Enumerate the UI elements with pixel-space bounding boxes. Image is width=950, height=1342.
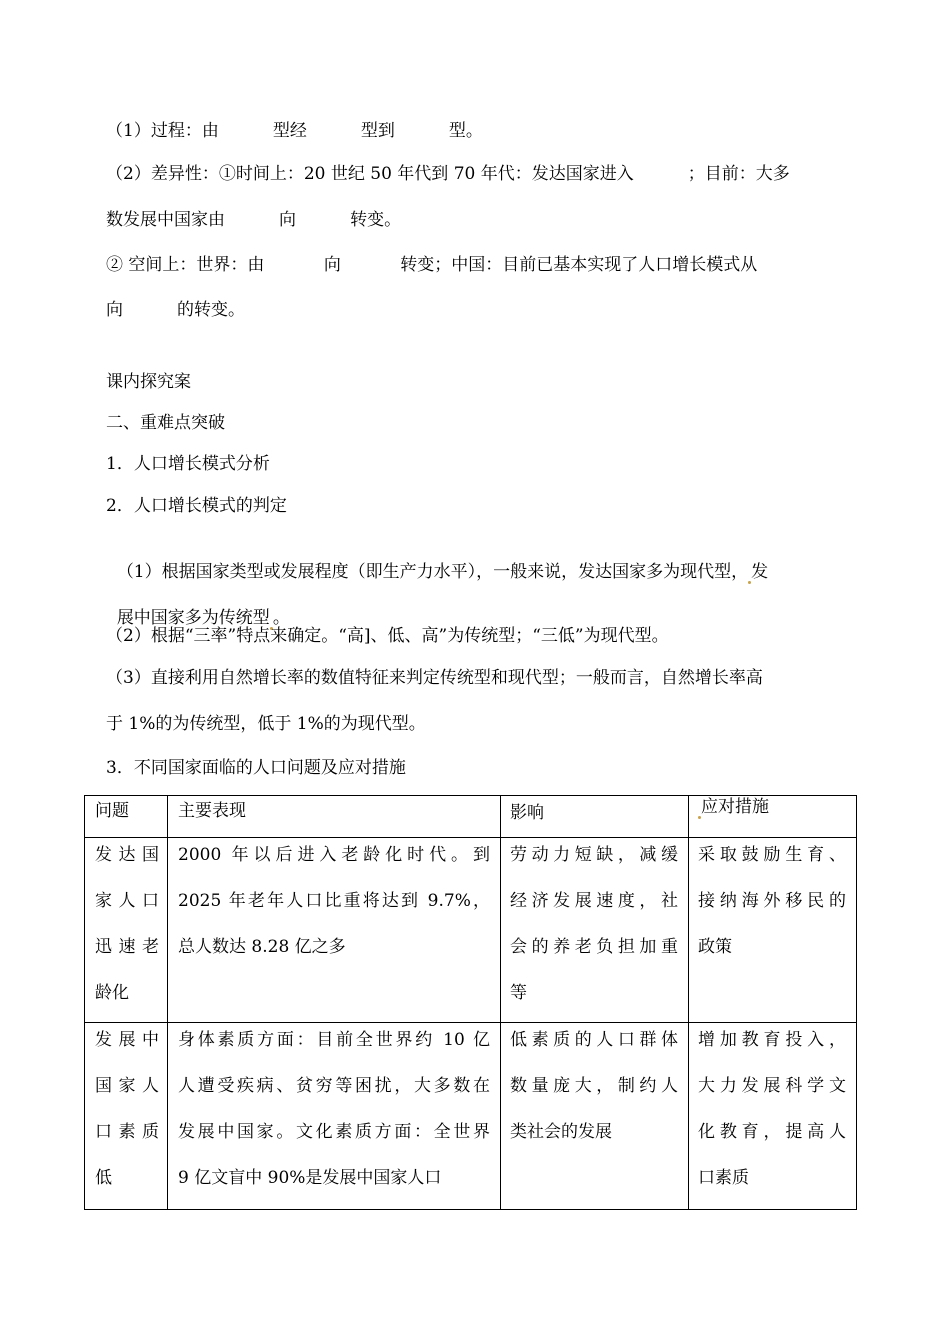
cell-line: 大力发展科学文 [698, 1076, 846, 1096]
cell-line: 身体素质方面：目前全世界约 10 亿 [178, 1030, 490, 1050]
cell-line: 国家人 [95, 1076, 159, 1096]
judge-1-line-2 [106, 582, 290, 630]
table-col-divider-2 [500, 795, 501, 1210]
point-2: 2．人口增长模式的判定 [106, 496, 287, 516]
point-1: 1．人口增长模式分析 [106, 454, 270, 474]
table-row-1-measures [698, 832, 846, 970]
cell-line: 2025 年老年人口比重将达到 9.7%， [178, 891, 490, 911]
header-problem: 问题 [95, 801, 129, 821]
table-row-1-problem [95, 832, 159, 1016]
judge-1-cont: 展中国家多为传统型 [116, 608, 270, 628]
cell-line: 发展中 [95, 1030, 159, 1050]
population-problems-table [84, 795, 857, 1210]
cell-line: 增加教育投入， [698, 1030, 846, 1050]
table-border-right [856, 795, 857, 1210]
cell-line: 采取鼓励生育、 [698, 845, 846, 865]
table-border-bottom [84, 1209, 857, 1210]
cell-line: 口素质 [698, 1168, 749, 1188]
section-heading: 课内探究案 [106, 372, 191, 392]
section-subheading: 二、重难点突破 [106, 413, 225, 433]
table-col-divider-3 [688, 795, 689, 1210]
cell-line: 家人口 [95, 891, 159, 911]
space-line-2: 向 的转变。 [106, 300, 246, 320]
judge-3-line-1: （3）直接利用自然增长率的数值特征来判定传统型和现代型；一般而言，自然增长率高 [106, 668, 763, 688]
difference-line-2: 数发展中国家由 向 转变。 [106, 210, 402, 230]
cell-line: 政策 [698, 937, 732, 957]
header-impact: 影响 [510, 803, 544, 823]
table-col-divider-1 [167, 795, 168, 1210]
cell-line: 低素质的人口群体 [510, 1030, 678, 1050]
cell-line: 等 [510, 983, 527, 1003]
cell-line: 发展中国家。文化素质方面：全世界 [178, 1122, 490, 1142]
judge-1-tail: 发 [751, 562, 769, 582]
table-row-2-impact [510, 1017, 678, 1155]
cell-line: 接纳海外移民的 [698, 891, 846, 911]
space-line-1: ② 空间上：世界：由 向 转变；中国：目前已基本实现了人口增长模式从 [106, 255, 758, 275]
cell-line: 化教育，提高人 [698, 1122, 846, 1142]
table-row-2-problem [95, 1017, 159, 1201]
cell-line: 2000 年以后进入老龄化时代。到 [178, 845, 490, 865]
point-3: 3．不同国家面临的人口问题及应对措施 [106, 758, 406, 778]
cell-line: 人遭受疾病、贫穷等困扰，大多数在 [178, 1076, 490, 1096]
judge-2-line: （2）根据“三率”特点来确定。“高]、低、高”为传统型；“三低”为现代型。 [106, 626, 669, 646]
cell-line: 9 亿文盲中 90%是发展中国家人口 [178, 1168, 442, 1188]
judge-1-line-1 [106, 536, 768, 584]
judge-3-line-2: 于 1%的为传统型，低于 1%的为现代型。 [106, 714, 426, 734]
judge-1-end: 。 [272, 608, 290, 628]
cell-line: 劳动力短缺，减缓 [510, 845, 678, 865]
judge-1-text: （1）根据国家类型或发展程度（即生产力水平），一般来说，发达国家多为现代型， [116, 562, 749, 582]
header-performance: 主要表现 [178, 801, 246, 821]
table-border-left [84, 795, 85, 1210]
cell-line: 龄化 [95, 983, 129, 1003]
cell-line: 迅速老 [95, 937, 159, 957]
table-row-1-performance [178, 832, 490, 970]
cell-line: 类社会的发展 [510, 1122, 612, 1142]
header-measures-label: 应对措施 [701, 797, 769, 817]
cell-line: 低 [95, 1168, 112, 1188]
cell-line: 会的养老负担加重 [510, 937, 678, 957]
process-line: （1）过程：由 型经 型到 型。 [106, 121, 483, 141]
table-row-2-measures [698, 1017, 846, 1201]
cell-line: 数量庞大，制约人 [510, 1076, 678, 1096]
cell-line: 总人数达 8.28 亿之多 [178, 937, 346, 957]
cell-line: 发达国 [95, 845, 159, 865]
table-row-2-performance [178, 1017, 490, 1201]
cell-line: 经济发展速度，社 [510, 891, 678, 911]
cell-line: 口素质 [95, 1122, 159, 1142]
header-measures [698, 795, 769, 819]
difference-line-1: （2）差异性：①时间上：20 世纪 50 年代到 70 年代：发达国家进入 ；目前：大多 [106, 164, 790, 184]
table-row-1-impact [510, 832, 678, 1016]
